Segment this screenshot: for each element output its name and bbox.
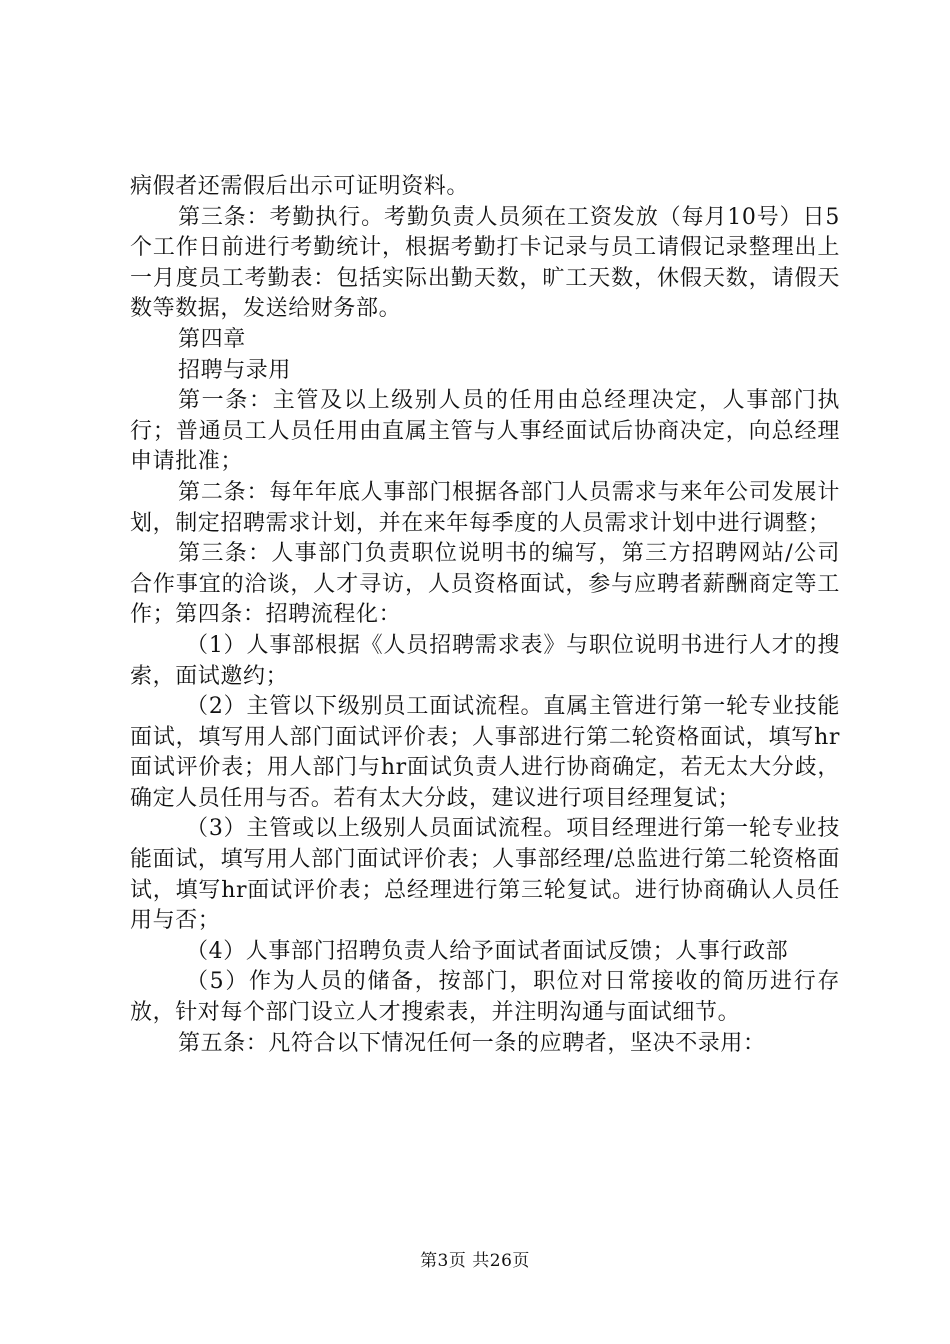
list-item-5: （5）作为人员的储备，按部门，职位对日常接收的简历进行存放，针对每个部门设立人才搜索表，并注明沟通与面试细节。	[130, 969, 840, 1026]
paragraph-article-3-attendance: 第三条：考勤执行。考勤负责人员须在工资发放（每月10号）日5个工作日前进行考勤统计，根据考勤打卡记录与员工请假记录整理出上一月度员工考勤表：包括实际出勤天数，旷工天数，休假天数，请假天数等数据，发送给财务部。	[130, 204, 840, 322]
list-item-2: （2）主管以下级别员工面试流程。直属主管进行第一轮专业技能面试，填写用人部门面试评价表；人事部进行第二轮资格面试，填写hr面试评价表；用人部门与hr面试负责人进行协商确定，若无太大分歧，确定人员任用与否。若有太大分歧，建议进行项目经理复试；	[130, 694, 840, 811]
page-number-footer: 第3页 共26页	[420, 1251, 530, 1271]
list-item-1: （1）人事部根据《人员招聘需求表》与职位说明书进行人才的搜索，面试邀约；	[130, 632, 840, 689]
paragraph-article-1-appointment: 第一条：主管及以上级别人员的任用由总经理决定，人事部门执行；普通员工人员任用由直属主管与人事经面试后协商决定，向总经理申请批准；	[130, 388, 840, 475]
chapter-heading: 第四章	[178, 326, 246, 352]
document-body	[130, 172, 840, 1059]
paragraph-article-3-hr-duties: 第三条：人事部门负责职位说明书的编写，第三方招聘网站/公司合作事宜的洽谈，人才寻访，人员资格面试，参与应聘者薪酬商定等工作；第四条：招聘流程化：	[130, 541, 840, 628]
chapter-title: 招聘与录用	[178, 357, 292, 383]
list-item-3: （3）主管或以上级别人员面试流程。项目经理进行第一轮专业技能面试，填写用人部门面试评价表；人事部经理/总监进行第二轮资格面试，填写hr面试评价表；总经理进行第三轮复试。进行协商确认人员任用与否；	[130, 816, 840, 934]
list-item-4: （4）人事部门招聘负责人给予面试者面试反馈；人事行政部	[186, 938, 789, 964]
paragraph-article-5-rejection: 第五条：凡符合以下情况任何一条的应聘者，坚决不录用：	[178, 1030, 766, 1056]
paragraph-sick-leave-proof: 病假者还需假后出示可证明资料。	[130, 174, 470, 199]
paragraph-article-2-plan: 第二条：每年年底人事部门根据各部门人员需求与来年公司发展计划，制定招聘需求计划，并在来年每季度的人员需求计划中进行调整；	[130, 479, 840, 536]
